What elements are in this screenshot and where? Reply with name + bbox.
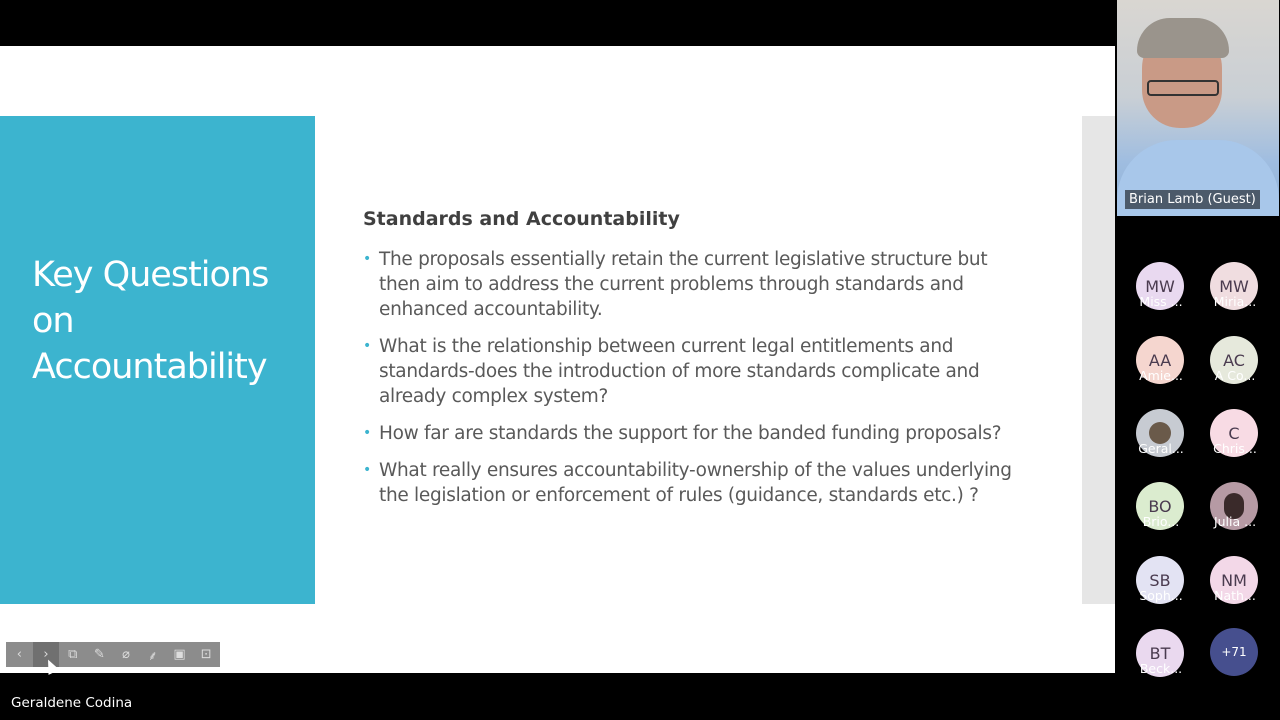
bullet-list [363,247,1013,520]
more-participants-button[interactable]: +71 [1210,628,1258,676]
zoom-button[interactable] [166,642,193,667]
subtitles-button[interactable] [139,642,166,667]
pen-button[interactable] [86,642,113,667]
participant-name: Beck... [1139,661,1183,676]
participant-name: Chris... [1213,441,1257,456]
slide-title [32,252,268,390]
slide-title-panel [0,116,315,604]
video-hair [1137,18,1229,58]
previous-slide-button[interactable] [6,642,33,667]
avatar: NM [1210,556,1258,604]
participant-name: A Co... [1214,368,1256,383]
presenter-toolbar [6,642,220,667]
slide-title-line: Key Questions [32,255,269,295]
bullet-icon: • [363,425,371,441]
slide-title-line: Accountability [32,347,267,387]
bullet-icon: • [363,251,371,267]
slide-heading: Standards and Accountability [363,208,680,230]
avatar: AA [1136,336,1184,384]
participant-name: Miria... [1213,294,1257,309]
participant-tile[interactable] [1126,336,1196,396]
more-options-icon: ⊡ [200,647,212,662]
participant-name: Nath... [1214,588,1256,603]
participant-tile[interactable] [1126,262,1196,322]
avatar: MW [1136,262,1184,310]
presenter-name-label: Geraldene Codina [11,695,133,711]
more-options-button[interactable] [193,642,220,667]
participant-name: Soph... [1139,588,1183,603]
participant-tile[interactable] [1200,409,1270,469]
bullet-item [363,458,1013,508]
bullet-text: What is the relationship between current legal entitlements and standards-does the introduction of more standards complicate and already complex system? [379,336,980,407]
previous-icon: ‹ [16,647,22,662]
video-glasses [1147,80,1219,96]
next-icon: › [43,647,49,662]
bullet-text: The proposals essentially retain the current legislative structure but then aim to address the current problems through standards and enhanced accountability. [379,249,988,320]
participant-tile[interactable] [1126,629,1196,689]
slide-title-line: on [32,301,74,341]
participant-name: Amie... [1139,368,1183,383]
bullet-item [363,247,1013,322]
slides-icon: ⧉ [68,647,78,662]
zoom-icon: ▣ [173,647,186,662]
participant-tile[interactable] [1200,336,1270,396]
bullet-text: How far are standards the support for the banded funding proposals? [379,423,1002,444]
participant-tile[interactable] [1200,262,1270,322]
slide-side-strip [1082,116,1115,604]
avatar: SB [1136,556,1184,604]
bullet-item [363,421,1013,446]
laser-icon: ⌀ [122,647,130,662]
participant-name: Brio... [1142,514,1180,529]
avatar: C [1210,409,1258,457]
bullet-icon: • [363,338,371,354]
laser-pointer-button[interactable] [113,642,140,667]
participant-name: Miss ... [1139,294,1183,309]
avatar: BO [1136,482,1184,530]
speaker-video[interactable] [1117,0,1279,216]
subtitles-icon: ⸙ [147,648,158,664]
avatar: MW [1210,262,1258,310]
bullet-item [363,334,1013,409]
participant-name: Julia ... [1213,514,1257,529]
participant-name: Geral... [1138,441,1184,456]
participant-tile[interactable] [1126,482,1196,542]
participant-tile[interactable] [1200,482,1270,542]
pen-icon: ✎ [93,647,105,662]
speaker-name-label: Brian Lamb (Guest) [1125,190,1260,209]
avatar: BT [1136,629,1184,677]
presentation-slide [0,46,1115,673]
participant-tile[interactable] [1126,409,1196,469]
see-all-slides-button[interactable] [59,642,86,667]
bullet-icon: • [363,462,371,478]
avatar: AC [1210,336,1258,384]
participant-tile[interactable] [1200,556,1270,616]
bullet-text: What really ensures accountability-ownership of the values underlying the legislation or enforcement of rules (guidance, standards etc.) ? [379,460,1012,506]
participant-tile[interactable] [1126,556,1196,616]
